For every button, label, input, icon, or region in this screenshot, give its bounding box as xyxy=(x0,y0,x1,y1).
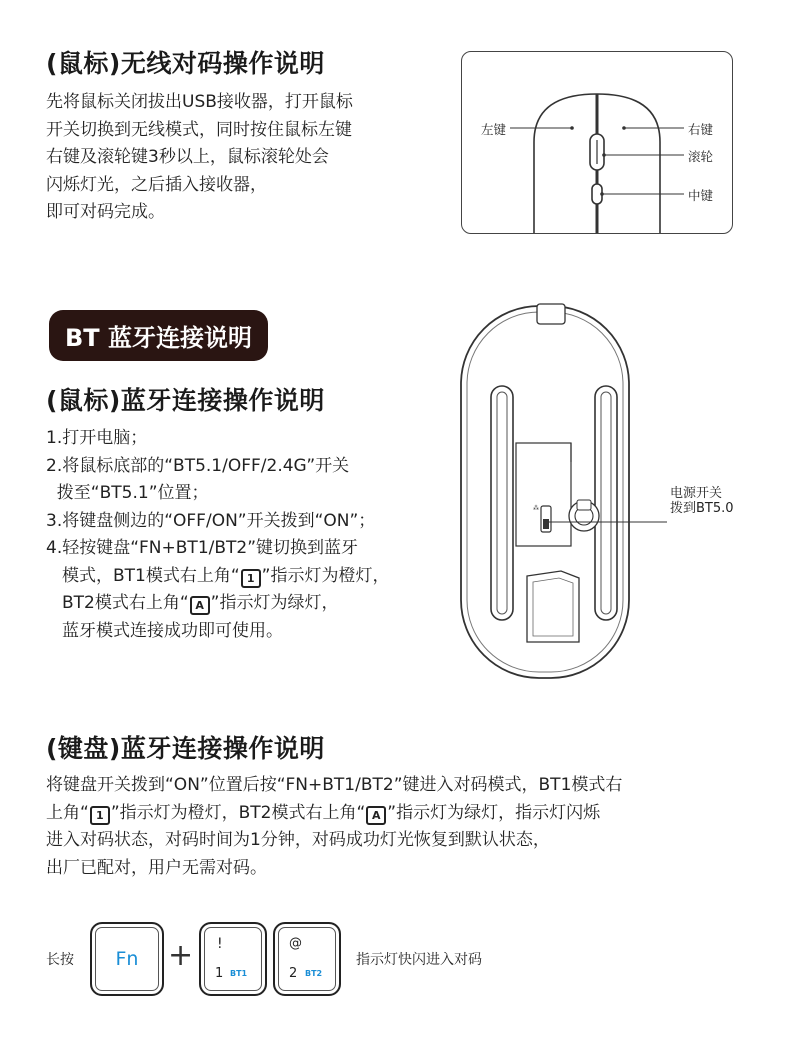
mouse-bt-line-7 xyxy=(46,590,389,618)
bt2-indicator-icon: A xyxy=(366,806,386,825)
keyboard-bt-line-2-c: ”指示灯为绿灯，指示灯闪烁 xyxy=(387,802,601,823)
keyboard-bt-line-1: 将键盘开关拨到“ON”位置后按“FN+BT1/BT2”键进入对码模式，BT1模式右 xyxy=(46,775,623,795)
mouse-top-diagram xyxy=(461,51,733,234)
mouse-bt-title: (鼠标)蓝牙连接操作说明 xyxy=(46,386,325,415)
mouse-bt-line-7-a: BT2模式右上角“ xyxy=(62,593,189,613)
bt-section-badge: BT 蓝牙连接说明 xyxy=(51,312,266,359)
mouse-top-illustration xyxy=(462,52,732,233)
keyboard-bt-line-2 xyxy=(46,800,622,828)
bt1-key-bt-label: BT1 xyxy=(230,969,248,978)
plus-sign: + xyxy=(168,938,194,973)
mouse-bt-line-8: 蓝牙模式连接成功即可使用。 xyxy=(62,620,283,641)
bt1-indicator-icon: 1 xyxy=(90,806,110,825)
mouse-bt-line-4: 3.将键盘侧边的“OFF/ON”开关拨到“ON”； xyxy=(46,510,376,531)
bt2-key-number: 2 xyxy=(289,966,298,981)
bt1-key xyxy=(199,922,267,996)
keyboard-bt-title: (键盘)蓝牙连接操作说明 xyxy=(46,734,325,763)
wireless-line-1: 先将鼠标关闭拔出USB接收器，打开鼠标 xyxy=(46,92,353,112)
wireless-title: (鼠标)无线对码操作说明 xyxy=(46,49,325,78)
fn-key xyxy=(90,922,164,996)
middle-key-label: 中键 xyxy=(688,188,714,203)
wheel-label: 滚轮 xyxy=(688,149,714,164)
wireless-line-4: 闪烁灯光，之后插入接收器， xyxy=(46,174,267,195)
pairing-result-text: 指示灯快闪进入对码 xyxy=(356,952,482,968)
mouse-bt-line-3: 拨至“BT5.1”位置； xyxy=(46,483,209,503)
wireless-instructions xyxy=(46,89,353,227)
bt2-indicator-icon: A xyxy=(190,596,210,615)
wireless-line-3: 右键及滚轮键3秒以上，鼠标滚轮处会 xyxy=(46,147,329,167)
keyboard-bt-line-2-a: 上角“ xyxy=(46,802,89,823)
left-key-label: 左键 xyxy=(481,122,507,137)
mouse-bt-line-1: 1.打开电脑； xyxy=(46,428,148,448)
mouse-bt-instructions xyxy=(46,425,389,645)
mouse-bt-line-6-b: ”指示灯为橙灯， xyxy=(261,565,390,586)
bt2-key xyxy=(273,922,341,996)
keyboard-bt-line-2-b: ”指示灯为橙灯，BT2模式右上角“ xyxy=(110,802,366,823)
power-switch-label xyxy=(670,486,734,516)
keyboard-bt-instructions xyxy=(46,772,622,882)
mouse-bt-line-7-b: ”指示灯为绿灯， xyxy=(210,593,339,613)
bt1-key-symbol: ! xyxy=(217,936,223,952)
bt2-key-bt-label: BT2 xyxy=(305,969,323,978)
wireless-line-2: 开关切换到无线模式，同时按住鼠标左键 xyxy=(46,119,352,140)
mouse-bt-line-6 xyxy=(46,563,389,591)
bt1-key-number: 1 xyxy=(215,966,224,981)
keyboard-bt-line-3: 进入对码状态，对码时间为1分钟，对码成功灯光恢复到默认状态， xyxy=(46,830,550,850)
right-key-label: 右键 xyxy=(688,122,714,137)
wireless-line-5: 即可对码完成。 xyxy=(46,202,165,222)
svg-text:⁂: ⁂ xyxy=(533,505,539,512)
long-press-label: 长按 xyxy=(46,952,74,968)
mouse-bt-line-6-a: 模式，BT1模式右上角“ xyxy=(62,565,240,586)
power-switch-label-1: 电源开关 xyxy=(670,486,723,501)
mouse-bt-line-2: 2.将鼠标底部的“BT5.1/OFF/2.4G”开关 xyxy=(46,455,350,476)
fn-key-label: Fn xyxy=(115,948,139,970)
mouse-bt-line-5: 4.轻按键盘“FN+BT1/BT2”键切换到蓝牙 xyxy=(46,538,359,558)
keyboard-bt-line-4: 出厂已配对，用户无需对码。 xyxy=(46,857,267,878)
power-switch-label-2: 拨到BT5.0 xyxy=(670,501,734,516)
bt1-indicator-icon: 1 xyxy=(241,569,261,588)
bt2-key-symbol: @ xyxy=(289,936,302,951)
